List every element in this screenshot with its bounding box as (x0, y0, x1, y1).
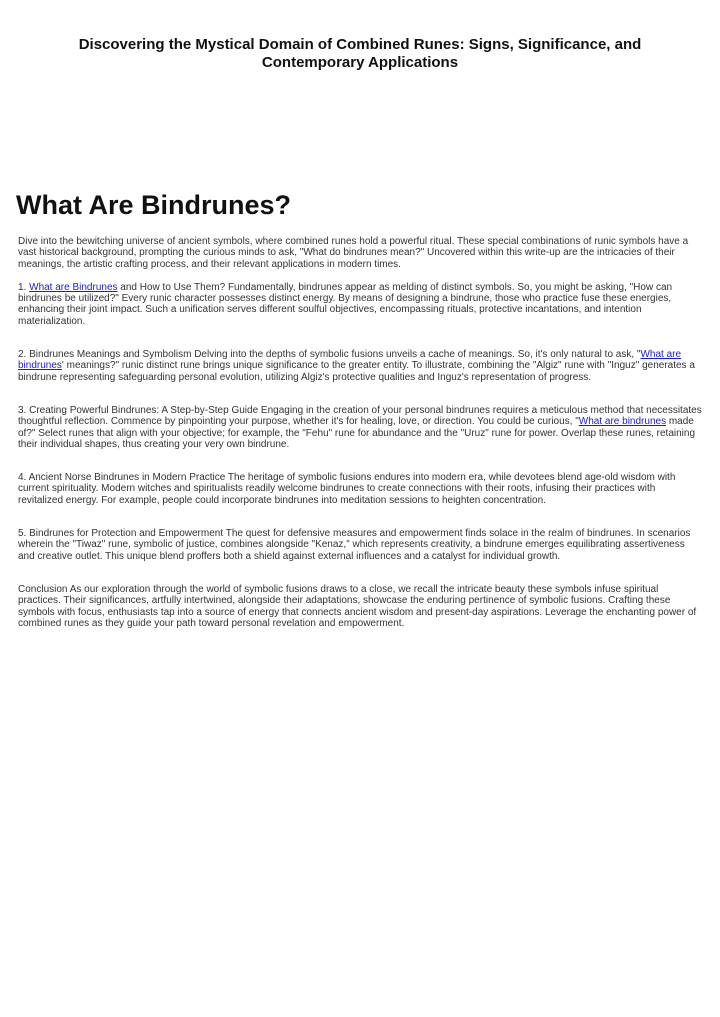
what-are-bindrunes-link[interactable]: What are Bindrunes (29, 281, 118, 293)
document-title (16, 0, 704, 72)
section-3-text-after: made of?" Select runes that align with your objective; for example, the "Fehu" rune for abundance and the "Uruz" rune for power. Overlap these runes, retaining their individual shapes, thus creating your very own bindrune. (18, 416, 696, 450)
conclusion-paragraph: Conclusion As our exploration through the world of symbolic fusions draws to a close, we recall the intricate beauty these symbols infuse spiritual practices. Their significances, artfully intertwined, alongside their adaptations, showcase the enduring pertinence of symbolic fusions. Crafting these symbols with focus, enthusiasts tap into a source of energy that connects ancient wisdom and present-day aspirations. Leverage the enchanting power of combined runes as they guide your path toward personal revelation and empowerment. (18, 583, 697, 629)
what-are-bindrunes-link[interactable]: What are bindrunes (18, 349, 682, 372)
section-1-text-before: 1. (18, 281, 30, 293)
article-body (18, 236, 702, 643)
section-5-paragraph: 5. Bindrunes for Protection and Empowerment The quest for defensive measures and empowerment finds solace in the realm of bindrunes. In scenarios wherein the "Tiwaz" rune, symbolic of justice, combines alongside "Kenaz," which represents creativity, a bindrune emerges equilibrating assertiveness and creative outlet. This unique blend proffers both a shield against external influences and a catalyst for individual growth. (18, 528, 691, 562)
section-1-paragraph (18, 282, 702, 327)
intro-paragraph: Dive into the bewitching universe of ancient symbols, where combined runes hold a powerful ritual. These special combinations of runic symbols have a vast historical background, prompting the curious minds to ask, "What do bindrunes mean?" Uncovered within this write-up are the intricacies of their meanings, the artistic crafting process, and their relevant applications in modern times. (18, 236, 689, 270)
section-3-text-before: 3. Creating Powerful Bindrunes: A Step-by-Step Guide Engaging in the creation of your personal bindrunes requires a meticulous method that necessitates thoughtful reflection. Commence by pinpointing your purpose, whether it's for healing, love, or direction. You could be curious, " (18, 404, 702, 428)
section-3-paragraph (18, 405, 702, 450)
section-1-text-after: and How to Use Them? Fundamentally, bindrunes appear as melding of distinct symbols. So, you might be asking, "How can bindrunes be utilized?" Every runic character possesses distinct energy. By means of designing a bindrune, those who practice fuse these energies, enhancing their joint impact. Such a unification serves different soulful objectives, encompassing rituals, protective incantations, and intention materialization. (18, 281, 673, 327)
document-title-line-1: Discovering the Mystical Domain of Combined Runes: Signs, Significance, and (78, 36, 642, 53)
section-heading: What Are Bindrunes? (16, 190, 292, 220)
section-2-text-after: ' meanings?" runic distinct rune brings unique significance to the greater entity. To illustrate, combining the "Algiz" rune with "Inguz" generates a bindrune representing safeguarding personal evolution, utilizing Algiz's protective qualities and Inguz's representation of progress. (18, 360, 695, 383)
section-2-text-before: 2. Bindrunes Meanings and Symbolism Delving into the depths of symbolic fusions unveils a cache of meanings. So, it's only natural to ask, " (18, 349, 641, 361)
section-2-paragraph (18, 349, 702, 383)
what-are-bindrunes-link[interactable]: What are bindrunes (578, 416, 667, 428)
section-4-paragraph: 4. Ancient Norse Bindrunes in Modern Practice The heritage of symbolic fusions endures into modern era, while devotees blend age-old wisdom with current spirituality. Modern witches and spiritualists readily welcome bindrunes to create connections with their roots, infusing their practices with revitalized energy. For example, people could incorporate bindrunes into meditation sessions to heighten concentration. (18, 472, 676, 506)
document-title-line-2: Contemporary Applications (261, 54, 459, 71)
